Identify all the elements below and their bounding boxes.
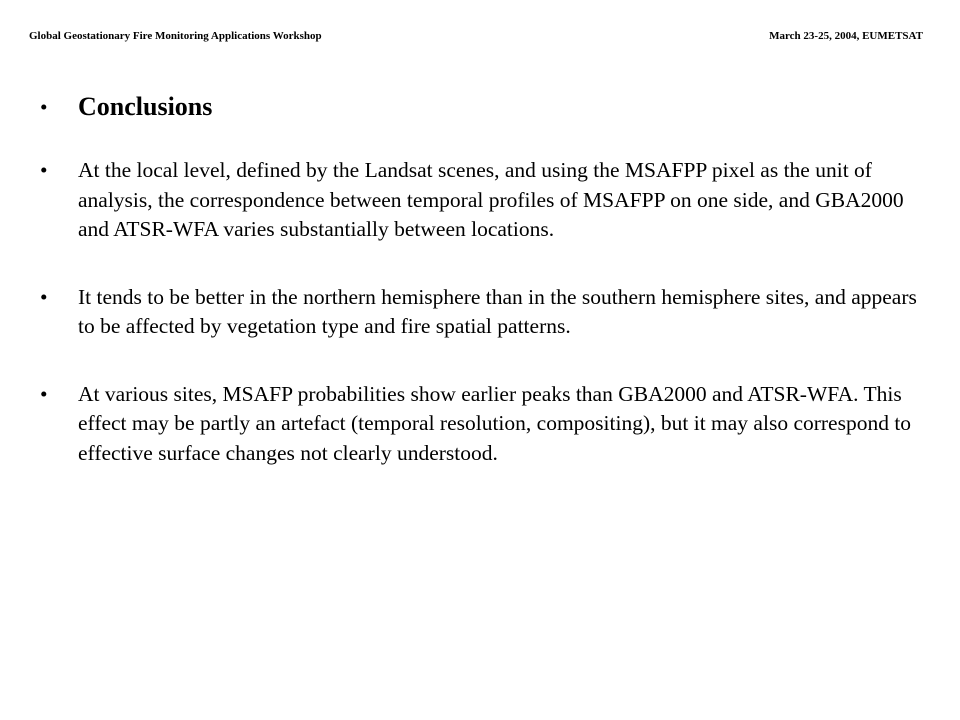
header-workshop-title: Global Geostationary Fire Monitoring Applications Workshop: [29, 30, 322, 42]
bullet-item: [40, 380, 920, 469]
bullet-icon: •: [40, 95, 48, 119]
bullet-icon: •: [40, 158, 48, 182]
slide-title: Conclusions: [78, 92, 213, 121]
header-date-location: March 23-25, 2004, EUMETSAT: [769, 30, 923, 42]
bullet-icon: •: [40, 381, 48, 406]
bullet-text: It tends to be better in the northern hemisphere than in the southern hemisphere sites, and appears to be affected by vegetation type and fire spatial patterns.: [78, 284, 917, 338]
bullet-text: At the local level, defined by the Landsat scenes, and using the MSAFPP pixel as the unit of analysis, the correspondence between temporal profiles of MSAFPP on one side, and GBA2000 and ATSR-WFA varies substantially between locations.: [78, 158, 904, 241]
bullet-list: [40, 88, 920, 468]
bullet-text: At various sites, MSAFP probabilities show earlier peaks than GBA2000 and ATSR-WFA. This effect may be partly an artefact (temporal resolution, compositing), but it may also correspond to effective surface changes not clearly understood.: [78, 381, 912, 465]
bullet-item: [40, 156, 920, 245]
bullet-item: [40, 283, 920, 342]
bullet-icon: •: [40, 284, 48, 309]
slide-title-item: [40, 88, 920, 126]
